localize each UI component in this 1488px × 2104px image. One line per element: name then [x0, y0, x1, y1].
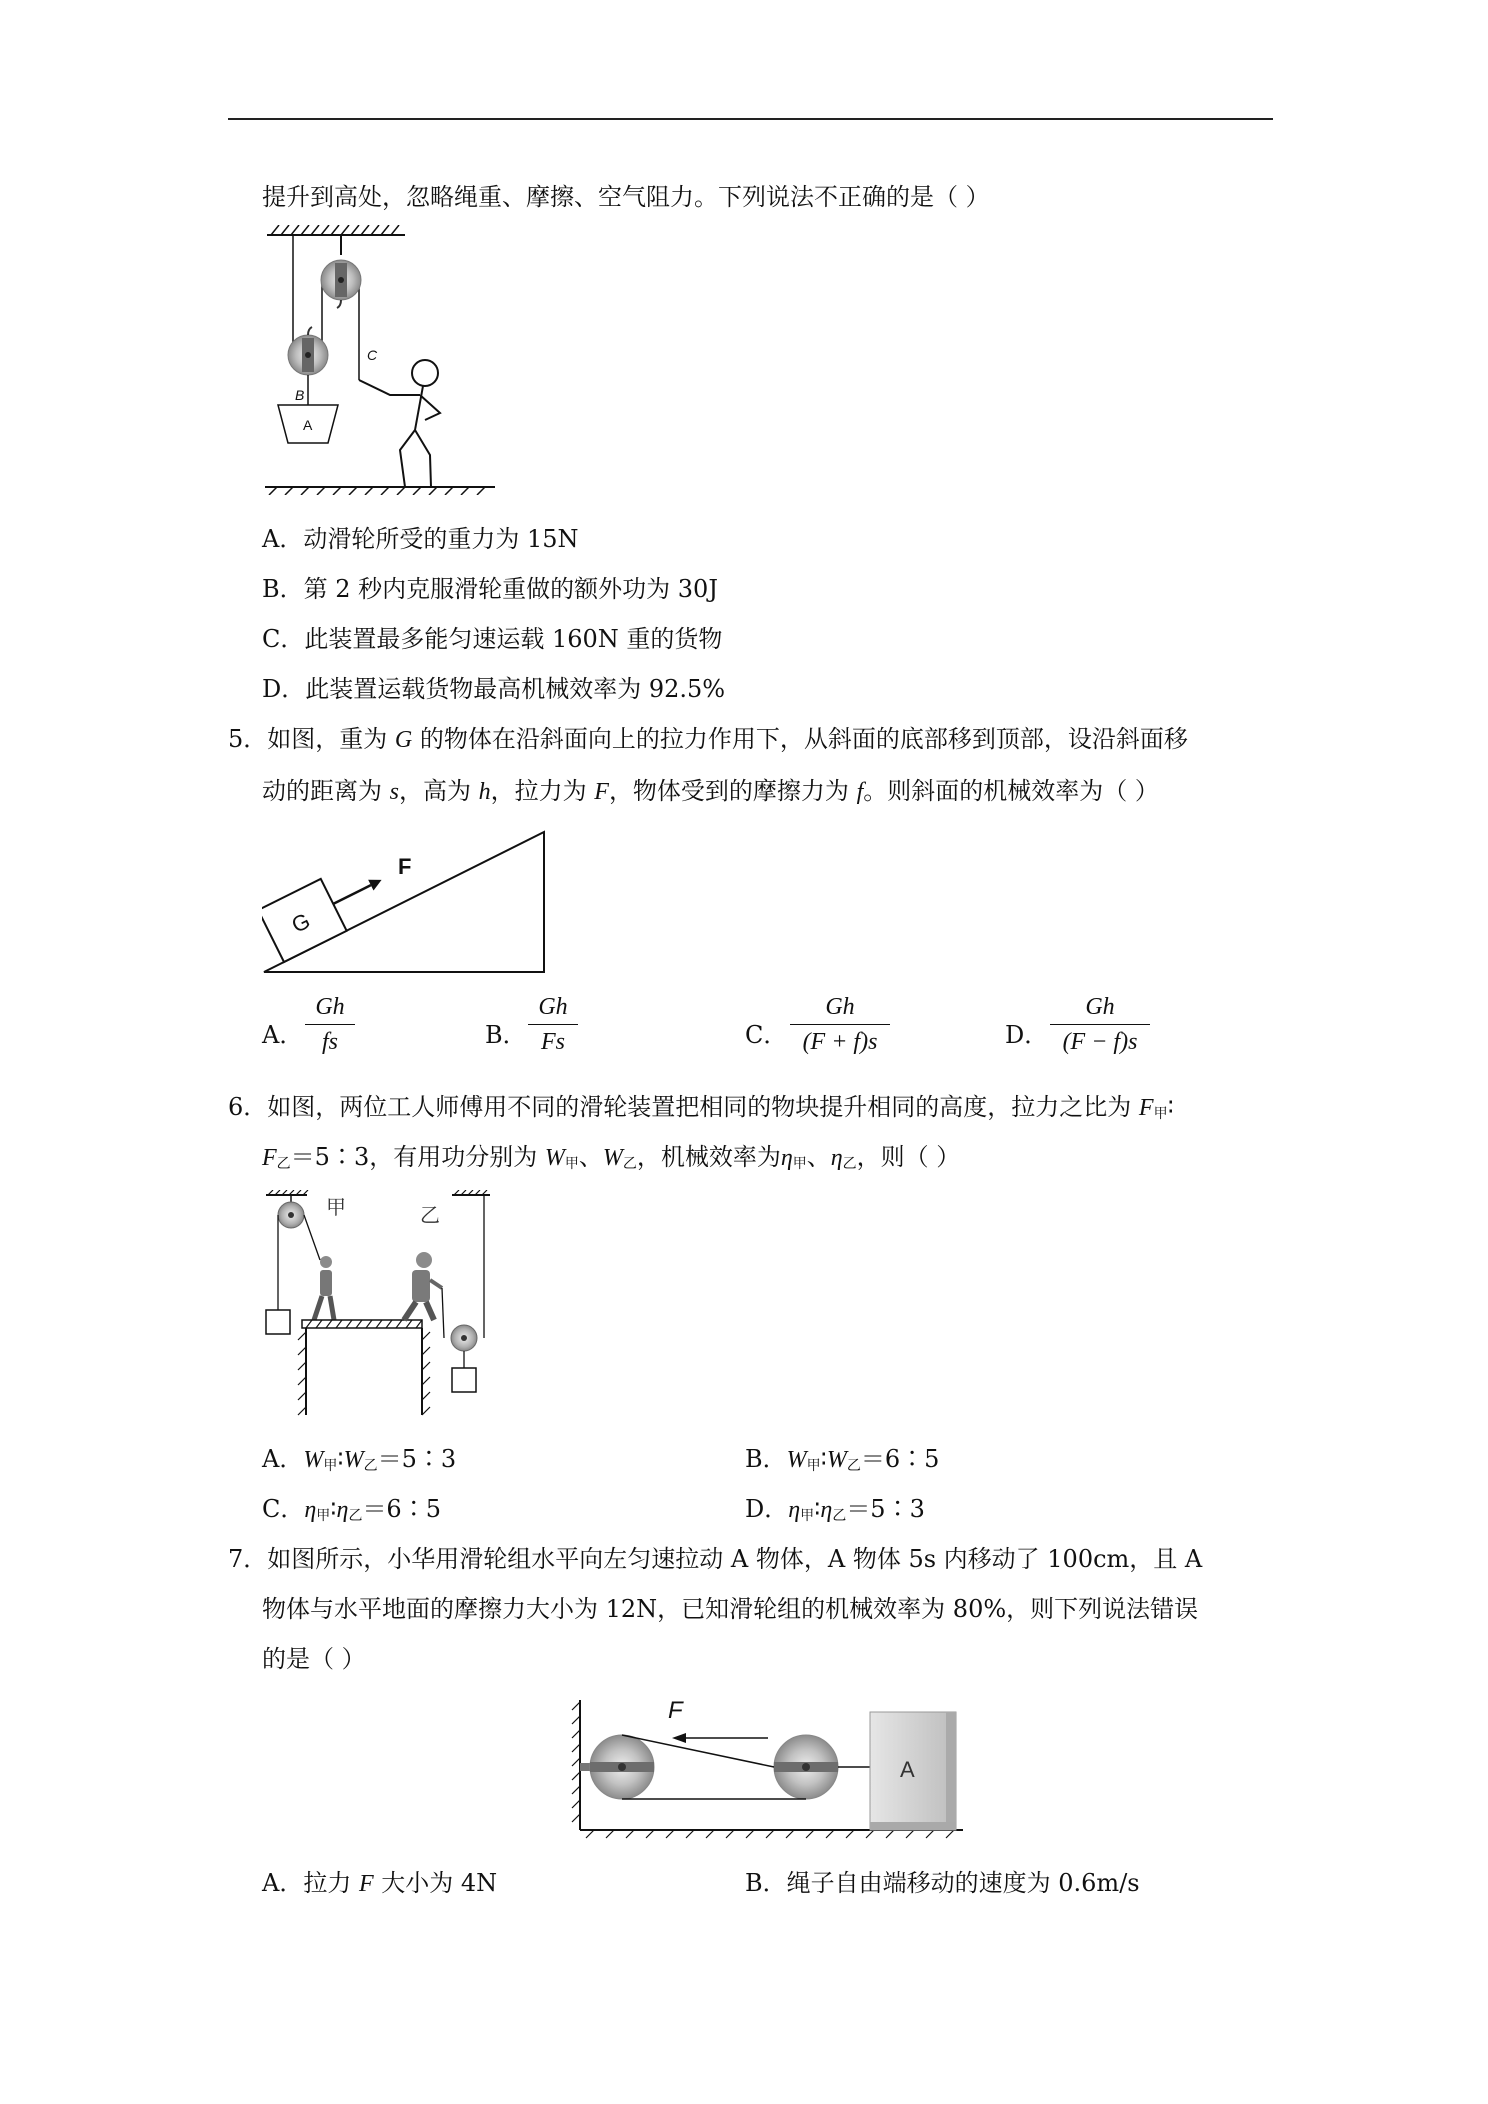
q7-stem-line3: 的是（ ）: [262, 1645, 366, 1673]
q5-option-d-label[interactable]: D．: [1005, 1021, 1049, 1049]
q5-option-a-fraction[interactable]: Gh fs: [305, 992, 355, 1057]
q6-option-c[interactable]: C．$\eta_甲∶\eta_乙=6∶5$: [262, 1495, 441, 1524]
q7-stem-line1: 7．如图所示，小华用滑轮组水平向左匀速拉动 A 物体，A 物体 5s 内移动了 100cm，且 A: [228, 1545, 1203, 1573]
q7-pulley-figure: [568, 1692, 968, 1840]
q5-option-c-label[interactable]: C．: [745, 1021, 788, 1049]
header-rule: [228, 118, 1273, 120]
q5-option-a-label[interactable]: A．: [262, 1021, 304, 1049]
q7-force-label: F: [668, 1697, 683, 1724]
q6-option-b[interactable]: B．$W_甲∶W_乙=6∶5$: [745, 1445, 940, 1474]
q6-stem-line1: 6．如图，两位工人师傅用不同的滑轮装置把相同的物块提升相同的高度，拉力之比为 $F_甲∶$: [228, 1093, 1174, 1122]
q4-option-d[interactable]: D．此装置运载货物最高机械效率为 92.5%: [262, 675, 726, 703]
q4-label-c: C: [367, 347, 378, 363]
q7-option-a[interactable]: A．拉力 F 大小为 4N: [262, 1869, 498, 1897]
q5-option-d-fraction[interactable]: Gh (F − f)s: [1050, 992, 1150, 1057]
q7-stem-line2: 物体与水平地面的摩擦力大小为 12N，已知滑轮组的机械效率为 80%，则下列说法错误: [262, 1595, 1199, 1623]
q5-force-label: F: [398, 854, 412, 879]
q5-option-b-label[interactable]: B．: [485, 1021, 527, 1049]
q5-stem-line1: 5．如图，重为 G 的物体在沿斜面向上的拉力作用下，从斜面的底部移到顶部，设沿斜面移: [228, 725, 1188, 753]
q5-incline-figure: [262, 830, 552, 980]
q6-option-a[interactable]: A．$W_甲∶W_乙=5∶3$: [262, 1445, 457, 1474]
q4-option-c[interactable]: C．此装置最多能匀速运载 160N 重的货物: [262, 625, 723, 653]
q4-stem-tail: 提升到高处，忽略绳重、摩擦、空气阻力。下列说法不正确的是（ ）: [262, 183, 990, 211]
q6-label-yi: 乙: [420, 1205, 440, 1227]
q6-workers-figure: [262, 1190, 502, 1430]
q4-pulley-figure: [255, 225, 500, 495]
q5-stem-line2: 动的距离为 s，高为 h，拉力为 F，物体受到的摩擦力为 f。则斜面的机械效率为（ ）: [262, 777, 1159, 805]
q4-label-a: A: [303, 417, 313, 433]
q6-label-jia: 甲: [326, 1197, 346, 1219]
q6-stem-line2: $F_乙=5∶3$，有用功分别为 $W_甲$、$W_乙$，机械效率为$\eta_甲$、$\eta_乙$，则（ ）: [262, 1143, 961, 1172]
q6-option-d[interactable]: D．$\eta_甲∶\eta_乙=5∶3$: [745, 1495, 925, 1524]
q5-option-c-fraction[interactable]: Gh (F + f)s: [790, 992, 890, 1057]
q4-label-b: B: [295, 387, 305, 403]
q5-option-b-fraction[interactable]: Gh Fs: [528, 992, 578, 1057]
q7-block-label: A: [900, 1757, 915, 1782]
q7-option-b[interactable]: B．绳子自由端移动的速度为 0.6m/s: [745, 1869, 1140, 1897]
q5-block-label: G: [287, 907, 315, 938]
q4-option-b[interactable]: B．第 2 秒内克服滑轮重做的额外功为 30J: [262, 575, 718, 603]
q4-option-a[interactable]: A．动滑轮所受的重力为 15N: [262, 525, 579, 553]
